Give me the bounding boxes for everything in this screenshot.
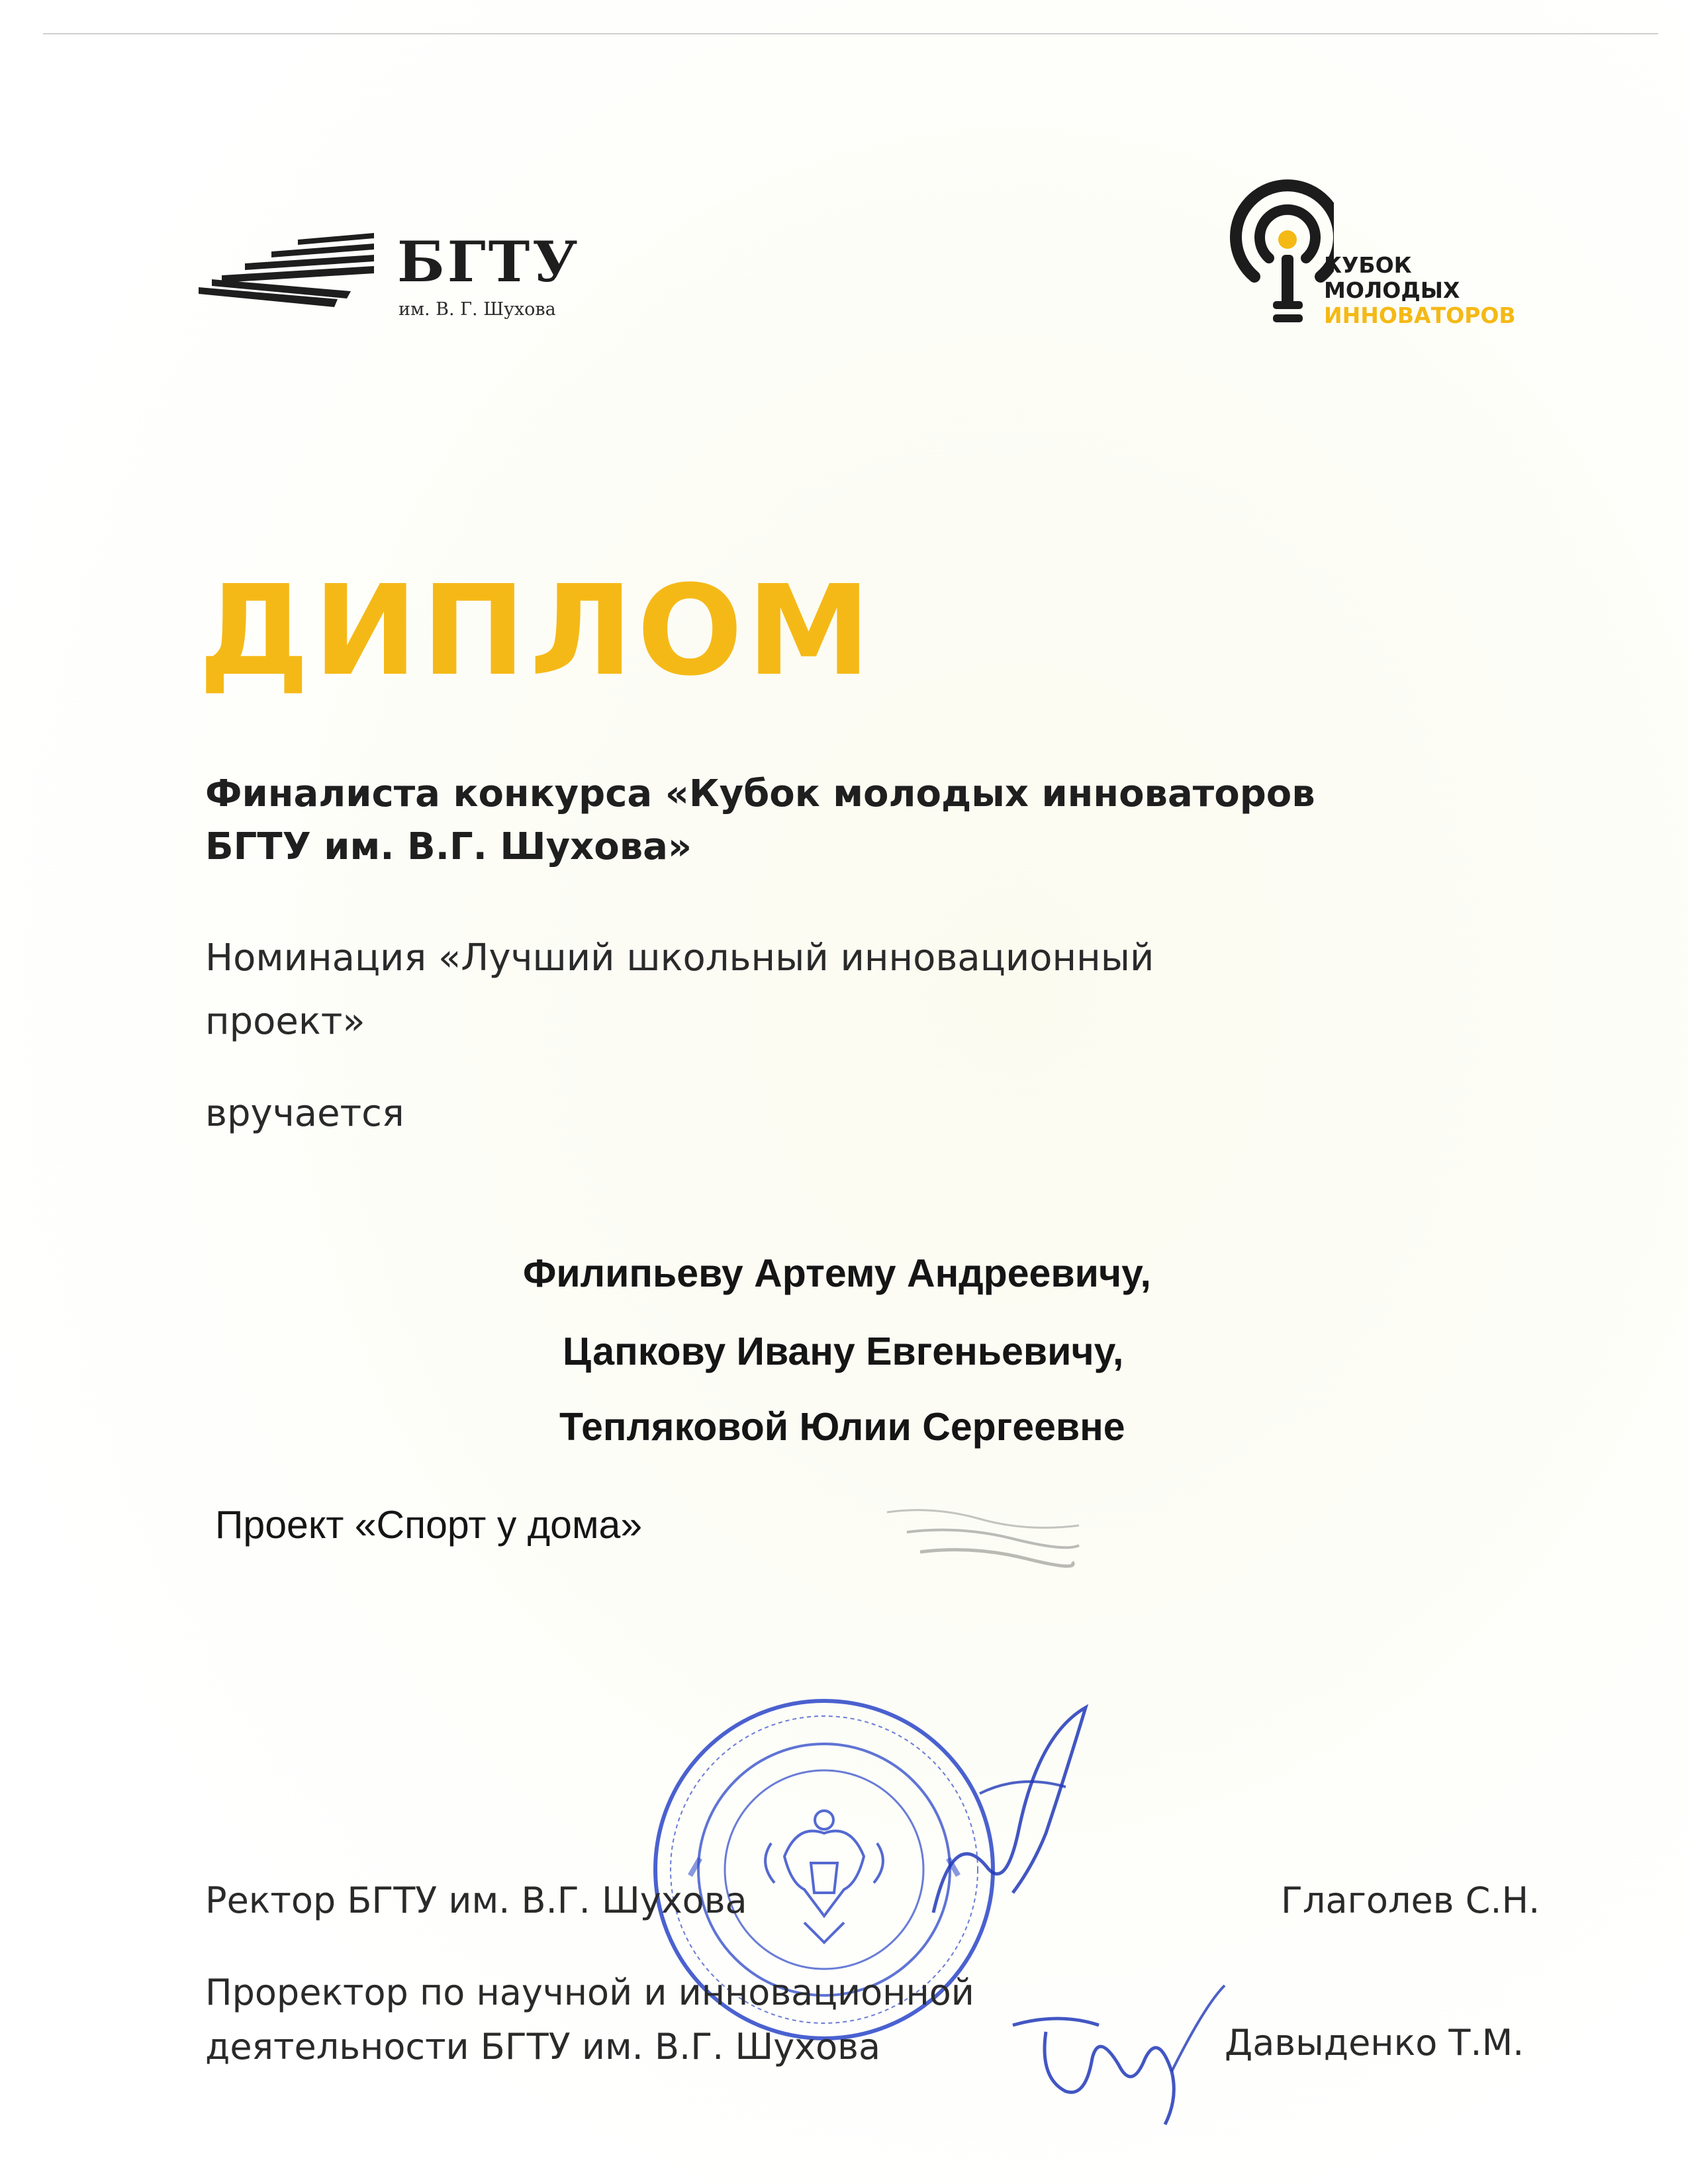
nomination-line-1: Номинация «Лучший школьный инновационный	[205, 936, 1154, 979]
prorector-title-line-2: деятельности БГТУ им. В.Г. Шухова	[205, 2026, 881, 2068]
rector-title: Ректор БГТУ им. В.Г. Шухова	[205, 1880, 747, 1921]
bgtu-logo-name: БГТУ	[397, 229, 581, 295]
awarded-text: вручается	[205, 1092, 404, 1135]
recipient-name: Филипьеву Артему Андреевичу,	[523, 1251, 1151, 1295]
nomination-line-2: проект»	[205, 1000, 365, 1043]
ink-smudge	[880, 1499, 1092, 1578]
lightbulb-icon	[1228, 179, 1334, 338]
recipient-name: Цапкову Ивану Евгеньевичу,	[563, 1330, 1124, 1373]
kubok-logo-line3: ИННОВАТОРОВ	[1324, 302, 1516, 328]
kubok-logo-line2: МОЛОДЫХ	[1324, 277, 1460, 303]
prorector-title	[205, 1966, 974, 2074]
project-name: Проект «Спорт у дома»	[215, 1503, 643, 1547]
diploma-heading	[205, 768, 1562, 874]
prorector-signature	[1006, 1979, 1244, 2138]
top-divider	[43, 33, 1658, 34]
prorector-name: Давыденко Т.М.	[1225, 2022, 1524, 2064]
nomination	[205, 927, 1463, 1054]
bgtu-logo	[199, 225, 596, 331]
diploma-title: ДИПЛОМ	[199, 559, 875, 704]
prorector-title-line-1: Проректор по научной и инновационной	[205, 1972, 974, 2013]
recipient-name: Тепляковой Юлии Сергеевне	[559, 1405, 1125, 1449]
bgtu-stripes-icon	[199, 232, 384, 324]
kubok-logo	[1228, 179, 1572, 351]
kubok-logo-line1: КУБОК	[1324, 252, 1412, 278]
heading-line-2: БГТУ им. В.Г. Шухова»	[205, 825, 692, 868]
kubok-logo-text	[1324, 253, 1516, 328]
rector-name: Глаголев С.Н.	[1281, 1880, 1540, 1921]
rector-signature	[914, 1694, 1125, 1933]
bgtu-logo-subtitle: им. В. Г. Шухова	[399, 299, 556, 320]
heading-line-1: Финалиста конкурса «Кубок молодых инноваторов	[205, 772, 1315, 815]
